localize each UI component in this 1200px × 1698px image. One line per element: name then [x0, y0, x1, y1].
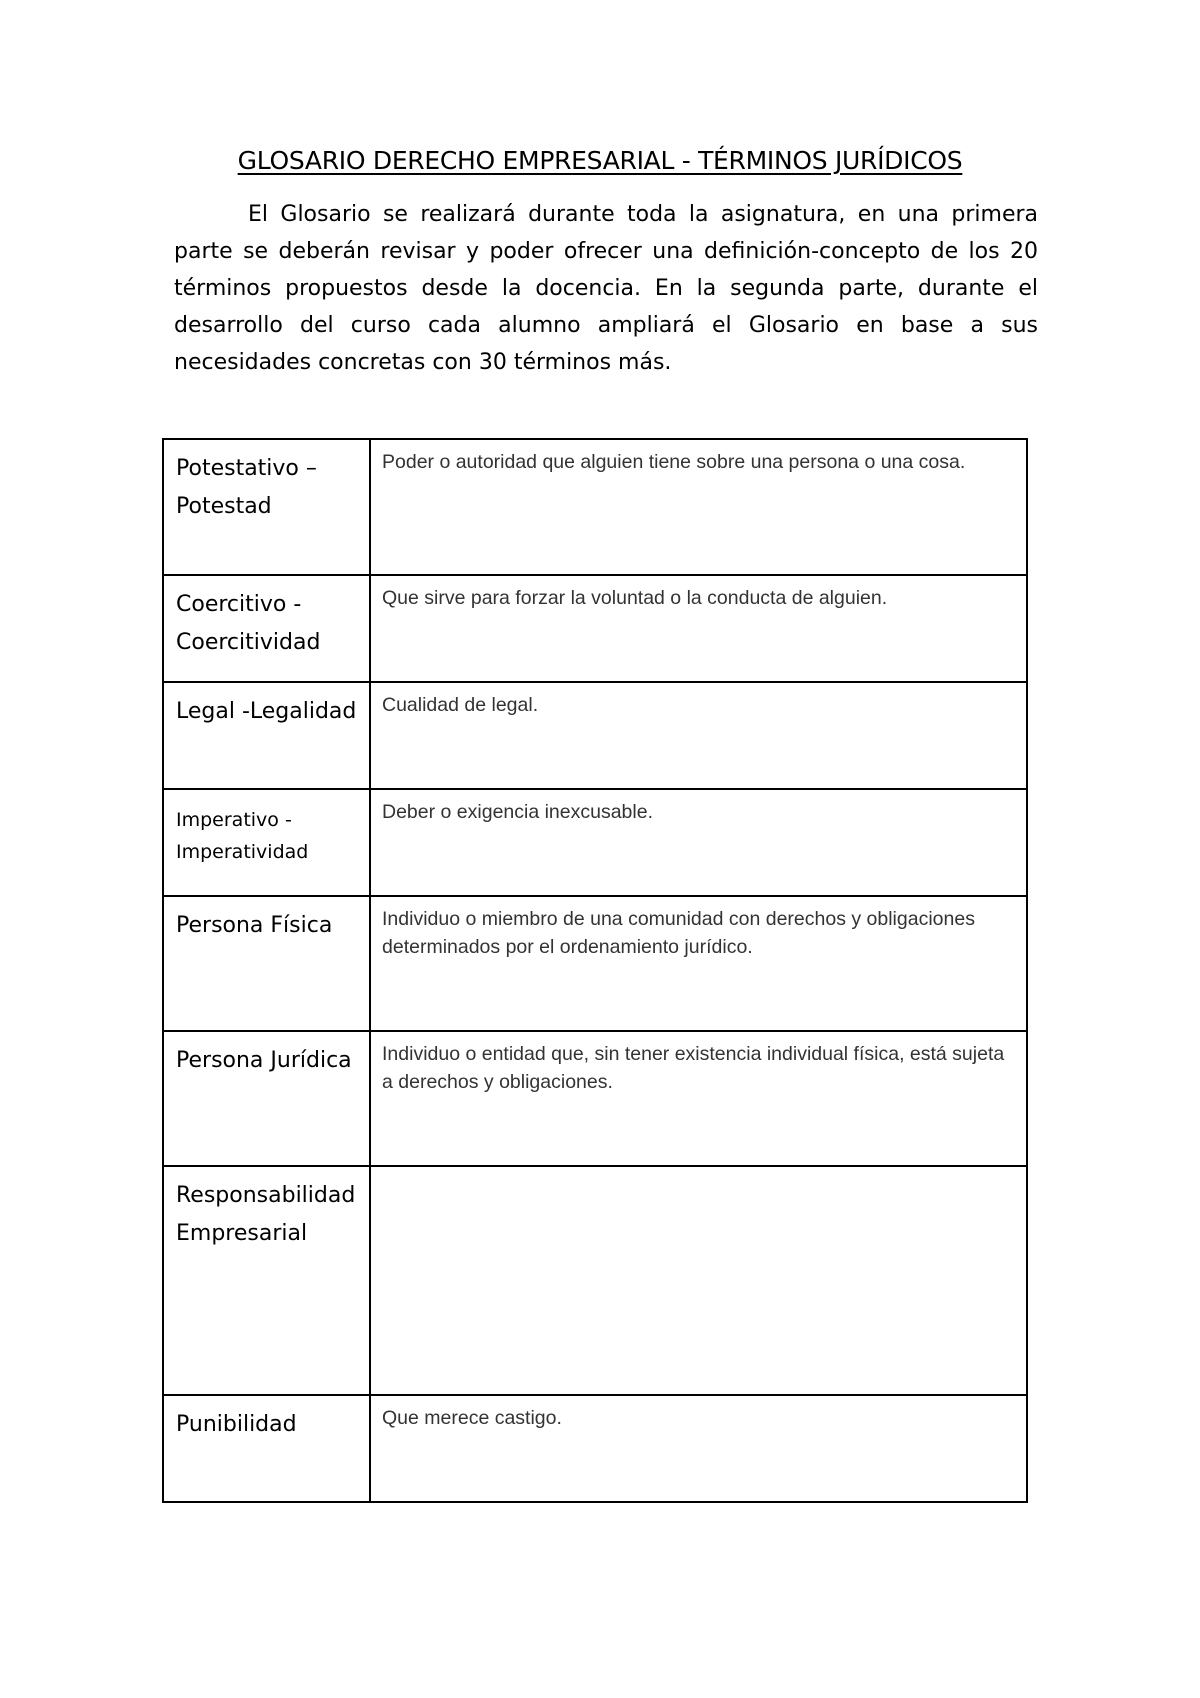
- glossary-table: [162, 438, 1028, 1503]
- table-row: [163, 1031, 1027, 1166]
- glossary-definition: Que sirve para forzar la voluntad o la conducta de alguien.: [370, 575, 1027, 682]
- table-row: [163, 896, 1027, 1031]
- intro-paragraph: El Glosario se realizará durante toda la asignatura, en una primera parte se deberán revisar y poder ofrecer una definición-concepto de los 20 términos propuestos desde la docencia. En la segunda parte, durante el desarrollo del curso cada alumno ampliará el Glosario en base a sus necesidades concretas con 30 términos más.: [174, 202, 1038, 375]
- glossary-term: Responsabilidad Empresarial: [163, 1166, 370, 1395]
- glossary-term: Imperativo - Imperatividad: [163, 789, 370, 896]
- table-row: [163, 439, 1027, 575]
- glossary-definition: Individuo o entidad que, sin tener existencia individual física, está sujeta a derechos y obligaciones.: [370, 1031, 1027, 1166]
- table-row: [163, 1166, 1027, 1395]
- glossary-definition: Individuo o miembro de una comunidad con derechos y obligaciones determinados por el ordenamiento jurídico.: [370, 896, 1027, 1031]
- glossary-term: Potestativo – Potestad: [163, 439, 370, 575]
- glossary-term: Persona Física: [163, 896, 370, 1031]
- glossary-definition: [370, 1166, 1027, 1395]
- glossary-definition: Que merece castigo.: [370, 1395, 1027, 1502]
- glossary-definition: Deber o exigencia inexcusable.: [370, 789, 1027, 896]
- glossary-term: Punibilidad: [163, 1395, 370, 1502]
- table-row: [163, 1395, 1027, 1502]
- glossary-term: Persona Jurídica: [163, 1031, 370, 1166]
- glossary-definition: Poder o autoridad que alguien tiene sobre una persona o una cosa.: [370, 439, 1027, 575]
- glossary-definition: Cualidad de legal.: [370, 682, 1027, 789]
- table-row: [163, 789, 1027, 896]
- glossary-term: Legal -Legalidad: [163, 682, 370, 789]
- document-title: GLOSARIO DERECHO EMPRESARIAL - TÉRMINOS JURÍDICOS: [237, 146, 963, 175]
- table-row: [163, 682, 1027, 789]
- table-row: [163, 575, 1027, 682]
- glossary-term: Coercitivo - Coercitividad: [163, 575, 370, 682]
